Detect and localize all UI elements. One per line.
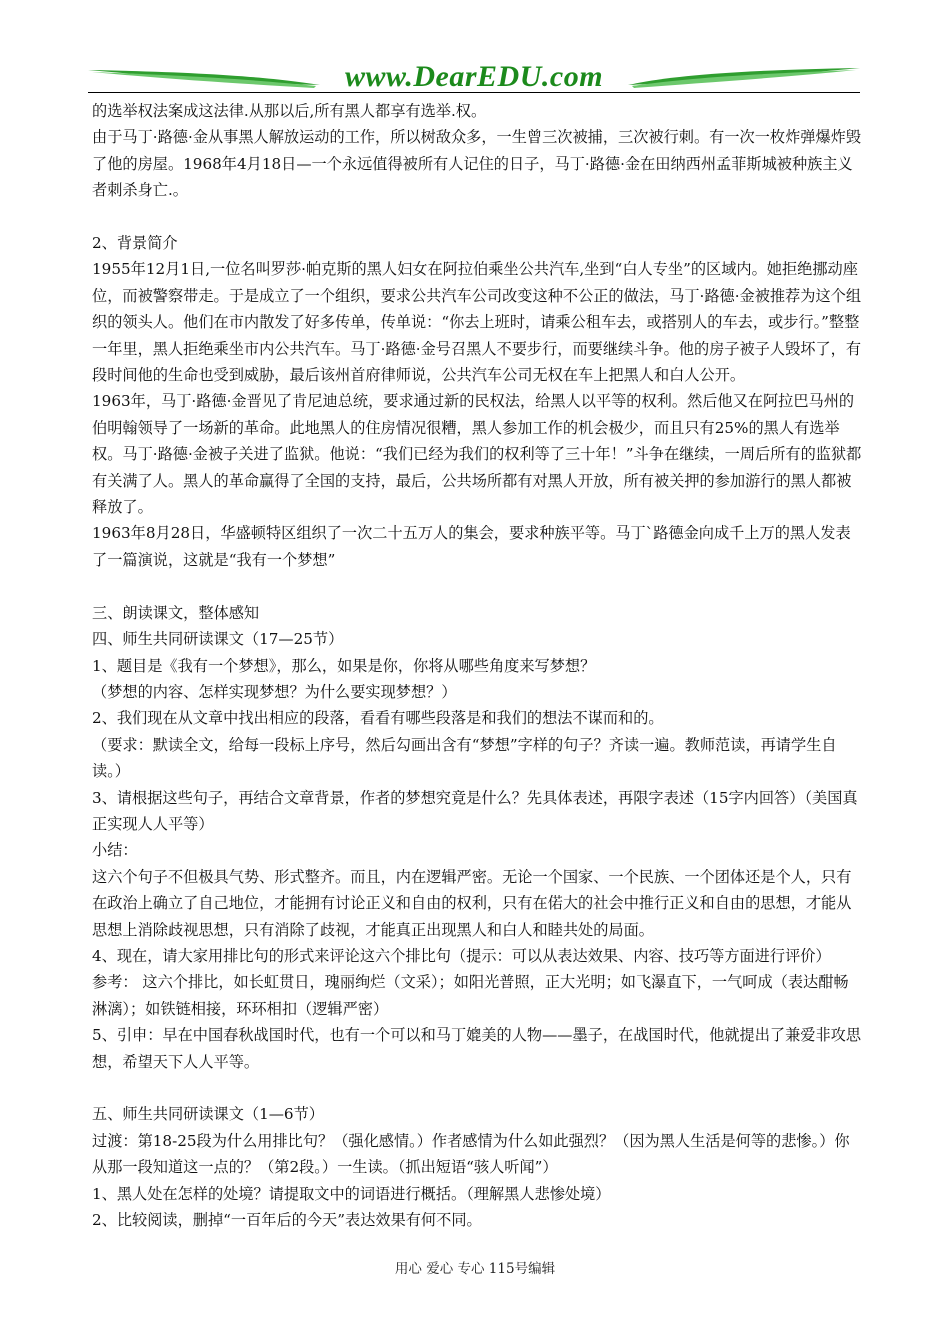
paragraph: 参考： 这六个排比，如长虹贯日，瑰丽绚烂（文采）；如阳光普照，正大光明；如飞瀑直下，一气呵成（表达酣畅淋漓）；如铁链相接，环环相扣（逻辑严密） bbox=[92, 973, 849, 1018]
site-logo-text[interactable]: www.DearEDU.com bbox=[344, 60, 604, 93]
paragraph: 1963年8月28日，华盛顿特区组织了一次二十五万人的集会，要求种族平等。马丁`路德金向成千上万的黑人发表了一篇演说，这就是“我有一个梦想” bbox=[92, 524, 851, 569]
section-heading: 2、背景简介 bbox=[92, 234, 178, 253]
header-divider bbox=[88, 92, 860, 93]
blank-line bbox=[92, 204, 862, 230]
section-heading: 五、师生共同研读课文（1—6节） bbox=[92, 1105, 324, 1124]
blank-line bbox=[92, 1075, 862, 1101]
blank-line bbox=[92, 573, 862, 599]
paragraph: （梦想的内容、怎样实现梦想？为什么要实现梦想？） bbox=[92, 682, 457, 701]
paragraph: 1955年12月1日,一位名叫罗莎·帕克斯的黑人妇女在阿拉伯乘坐公共汽车,坐到“白人专坐”的区域内。她拒绝挪动座位，而被警察带走。于是成立了一个组织，要求公共汽车公司改变这种不公正的做法，马丁·路德·金被推荐为这个组织的领头人。他们在市内散发了好多传单，传单说：“你去上班时，请乘公租车去，或搭别人的车去，或步行。”整整一年里，黑人拒绝乘坐市内公共汽车。马丁·路德·金号召黑人不要步行，而要继续斗争。他的房子被子人毁坏了，有段时间他的生命也受到威胁，最后该州首府律师说，公共汽车公司无权在车上把黑人和白人公开。 bbox=[92, 260, 862, 385]
paragraph: 5、引申：早在中国春秋战国时代，也有一个可以和马丁媲美的人物——墨子，在战国时代，他就提出了兼爱非攻思想，希望天下人人平等。 bbox=[92, 1026, 862, 1071]
paragraph: 2、我们现在从文章中找出相应的段落，看看有哪些段落是和我们的想法不谋而和的。 bbox=[92, 709, 664, 728]
section-heading: 三、朗读课文，整体感知 bbox=[92, 603, 260, 622]
paragraph: 这六个句子不但极具气势、形式整齐。而且，内在逻辑严密。无论一个国家、一个民族、一个团体还是个人，只有在政治上确立了自己地位，才能拥有讨论正义和自由的权利，只有在偌大的社会中推行正义和自由的思想，才能从思想上消除歧视思想，只有消除了歧视，才能真正出现黑人和白人和睦共处的局面。 bbox=[92, 867, 852, 939]
paragraph: 过渡：第18-25段为什么用排比句？（强化感情。）作者感情为什么如此强烈？（因为黑人生活是何等的悲惨。）你从那一段知道这一点的？（第2段。）一生读。（抓出短语“骇人听闻”） bbox=[92, 1131, 850, 1177]
paragraph: （要求：默读全文，给每一段标上序号，然后勾画出含有“梦想”字样的句子？齐读一遍。教师范读，再请学生自读。） bbox=[92, 735, 837, 781]
document-body bbox=[92, 98, 862, 1233]
paragraph: 由于马丁·路德·金从事黑人解放运动的工作，所以树敌众多，一生曾三次被捕，三次被行刺。有一次一枚炸弹爆炸毁了他的房屋。1968年4月18日—一个永远值得被所有人记住的日子，马丁·路德·金在田纳西州孟菲斯城被种族主义者刺杀身亡.。 bbox=[92, 128, 862, 200]
paragraph: 小结： bbox=[92, 841, 138, 860]
paragraph: 3、请根据这些句子，再结合文章背景，作者的梦想究竟是什么？先具体表述，再限字表述（15字内回答）（美国真正实现人人平等） bbox=[92, 788, 858, 833]
paragraph: 4、现在，请大家用排比句的形式来评论这六个排比句（提示：可以从表达效果、内容、技巧等方面进行评价） bbox=[92, 946, 831, 965]
page-footer: 用心 爱心 专心 115号编辑 bbox=[394, 1261, 556, 1277]
paragraph: 1、题目是《我有一个梦想》，那么，如果是你，你将从哪些角度来写梦想？ bbox=[92, 656, 596, 675]
paragraph: 1963年，马丁·路德·金晋见了肯尼迪总统，要求通过新的民权法，给黑人以平等的权利。然后他又在阿拉巴马州的伯明翰领导了一场新的革命。此地黑人的住房情况很糟，黑人参加工作的机会极少，而且只有25%的黑人有选举权。马丁·路德·金被子关进了监狱。他说：“我们已经为我们的权利等了三十年！”斗争在继续，一周后所有的监狱都有关满了人。黑人的革命赢得了全国的支持，最后，公共场所都有对黑人开放，所有被关押的参加游行的黑人都被释放了。 bbox=[92, 392, 862, 517]
paragraph: 的选举权法案成这法律.从那以后,所有黑人都享有选举.权。 bbox=[92, 102, 487, 120]
paragraph: 1、黑人处在怎样的处境？请提取文中的词语进行概括。（理解黑人悲惨处境） bbox=[92, 1184, 611, 1203]
section-heading: 四、师生共同研读课文（17—25节） bbox=[92, 630, 344, 649]
paragraph: 2、比较阅读，删掉“一百年后的今天”表达效果有何不同。 bbox=[92, 1211, 482, 1230]
